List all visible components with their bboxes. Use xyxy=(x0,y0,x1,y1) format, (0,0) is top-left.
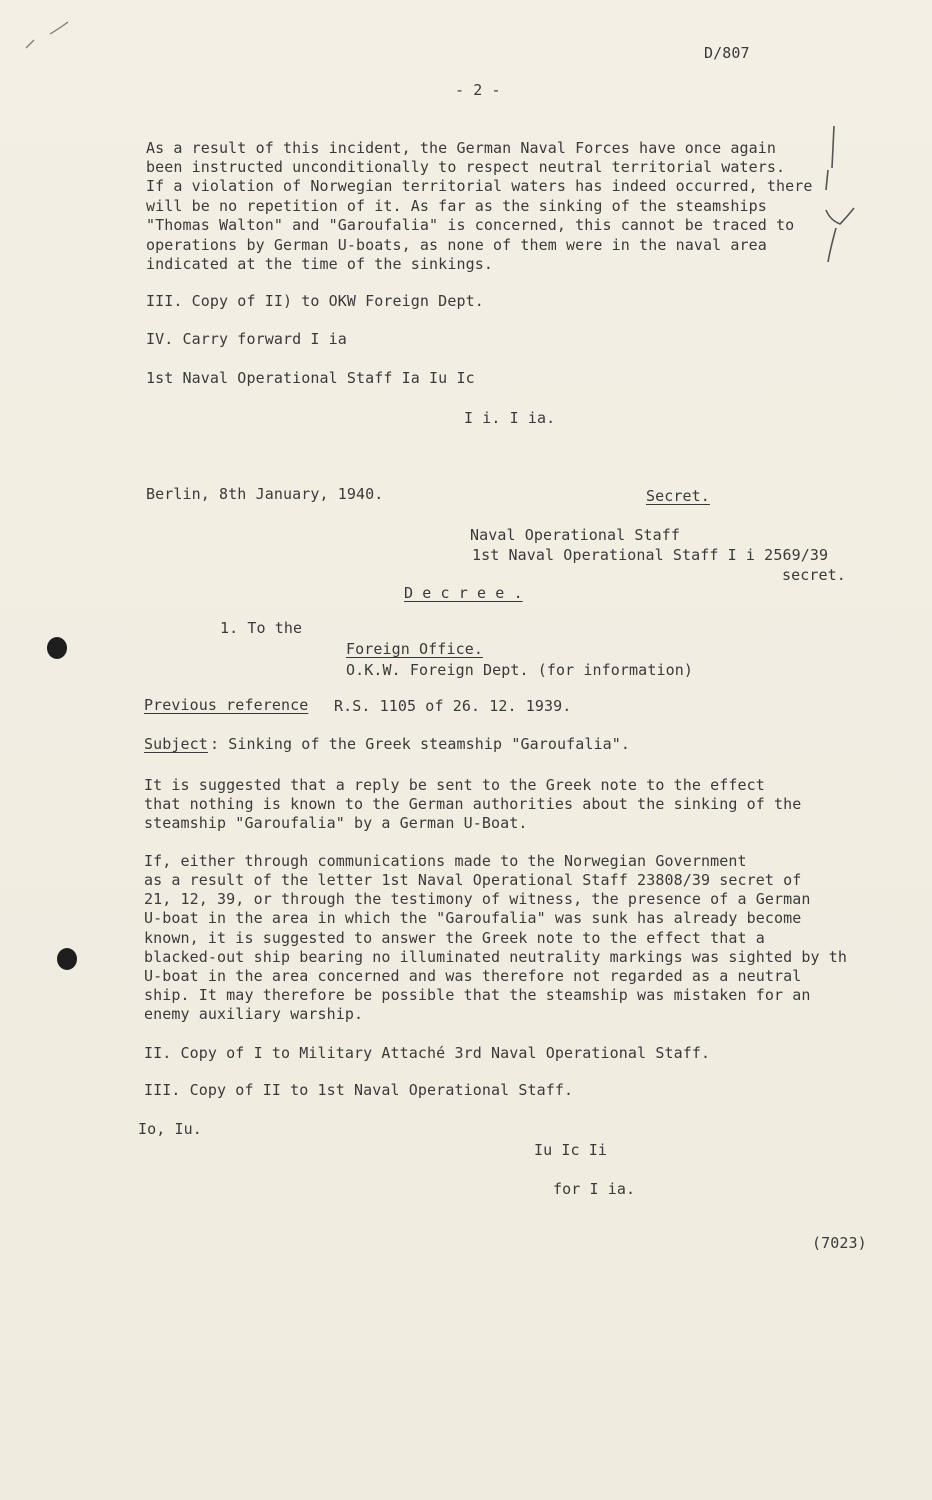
page-number: - 2 - xyxy=(455,81,501,99)
item-ii: II. Copy of I to Military Attaché 3rd Naval Operational Staff. xyxy=(144,1044,711,1062)
upper-paragraph-line: will be no repetition of it. As far as the sinking of the steamships xyxy=(146,197,767,215)
decree-paragraph-1-line: that nothing is known to the German authorities about the sinking of the xyxy=(144,795,802,813)
office-line-2: 1st Naval Operational Staff I i 2569/39 xyxy=(472,546,829,564)
margin-bracket-mark xyxy=(812,120,862,270)
recipient-foreign-office: Foreign Office. xyxy=(346,640,483,658)
upper-initials: I i. I ia. xyxy=(464,409,556,427)
decree-paragraph-2-line: enemy auxiliary warship. xyxy=(144,1005,364,1023)
upper-paragraph-line: If a violation of Norwegian territorial waters has indeed occurred, there xyxy=(146,177,813,195)
form-number: (7023) xyxy=(812,1234,867,1252)
upper-paragraph-line: operations by German U-boats, as none of them were in the naval area xyxy=(146,236,767,254)
place-date: Berlin, 8th January, 1940. xyxy=(146,485,384,503)
routing-initials: Io, Iu. xyxy=(138,1120,202,1138)
decree-paragraph-2-line: U-boat in the area concerned and was therefore not regarded as a neutral xyxy=(144,967,802,985)
office-line-3: secret. xyxy=(782,566,846,584)
decree-paragraph-1-line: steamship "Garoufalia" by a German U-Boat. xyxy=(144,814,528,832)
item-iii-upper: III. Copy of II) to OKW Foreign Dept. xyxy=(146,292,484,310)
upper-paragraph-line: indicated at the time of the sinkings. xyxy=(146,255,493,273)
signature-for: for I ia. xyxy=(553,1180,636,1198)
upper-paragraph-line: As a result of this incident, the German Naval Forces have once again xyxy=(146,139,777,157)
decree-paragraph-2-line: U-boat in the area in which the "Garoufalia" was sunk has already become xyxy=(144,909,802,927)
decree-paragraph-2-line: blacked-out ship bearing no illuminated neutrality markings was sighted by th xyxy=(144,948,848,966)
upper-paragraph-line: "Thomas Walton" and "Garoufalia" is concerned, this cannot be traced to xyxy=(146,216,795,234)
document-number: D/807 xyxy=(704,44,750,62)
item-iv: IV. Carry forward I ia xyxy=(146,330,347,348)
subject-label: Subject xyxy=(144,735,208,753)
previous-reference-label: Previous reference xyxy=(144,696,309,714)
office-line-1: Naval Operational Staff xyxy=(470,526,681,544)
classification-secret: Secret. xyxy=(646,487,710,505)
item-iii-lower: III. Copy of II to 1st Naval Operational Staff. xyxy=(144,1081,574,1099)
signature-initials: Iu Ic Ii xyxy=(534,1141,608,1159)
punch-hole-top xyxy=(47,637,67,659)
decree-paragraph-2-line: ship. It may therefore be possible that the steamship was mistaken for an xyxy=(144,986,811,1004)
corner-pencil-mark xyxy=(20,14,100,64)
decree-paragraph-2-line: known, it is suggested to answer the Greek note to the effect that a xyxy=(144,929,765,947)
previous-reference-value: R.S. 1105 of 26. 12. 1939. xyxy=(334,697,572,715)
punch-hole-bottom xyxy=(57,948,77,970)
staff-distribution-line: 1st Naval Operational Staff Ia Iu Ic xyxy=(146,369,475,387)
upper-paragraph-line: been instructed unconditionally to respect neutral territorial waters. xyxy=(146,158,786,176)
decree-paragraph-1-line: It is suggested that a reply be sent to the Greek note to the effect xyxy=(144,776,765,794)
recipient-okw: O.K.W. Foreign Dept. (for information) xyxy=(346,661,693,679)
decree-paragraph-2-line: If, either through communications made to the Norwegian Government xyxy=(144,852,747,870)
decree-paragraph-2-line: as a result of the letter 1st Naval Operational Staff 23808/39 secret of xyxy=(144,871,802,889)
subject-value: : Sinking of the Greek steamship "Garoufalia". xyxy=(210,735,631,753)
decree-paragraph-2-line: 21, 12, 39, or through the testimony of witness, the presence of a German xyxy=(144,890,811,908)
decree-title: D e c r e e . xyxy=(404,584,523,602)
to-label: 1. To the xyxy=(220,619,303,637)
